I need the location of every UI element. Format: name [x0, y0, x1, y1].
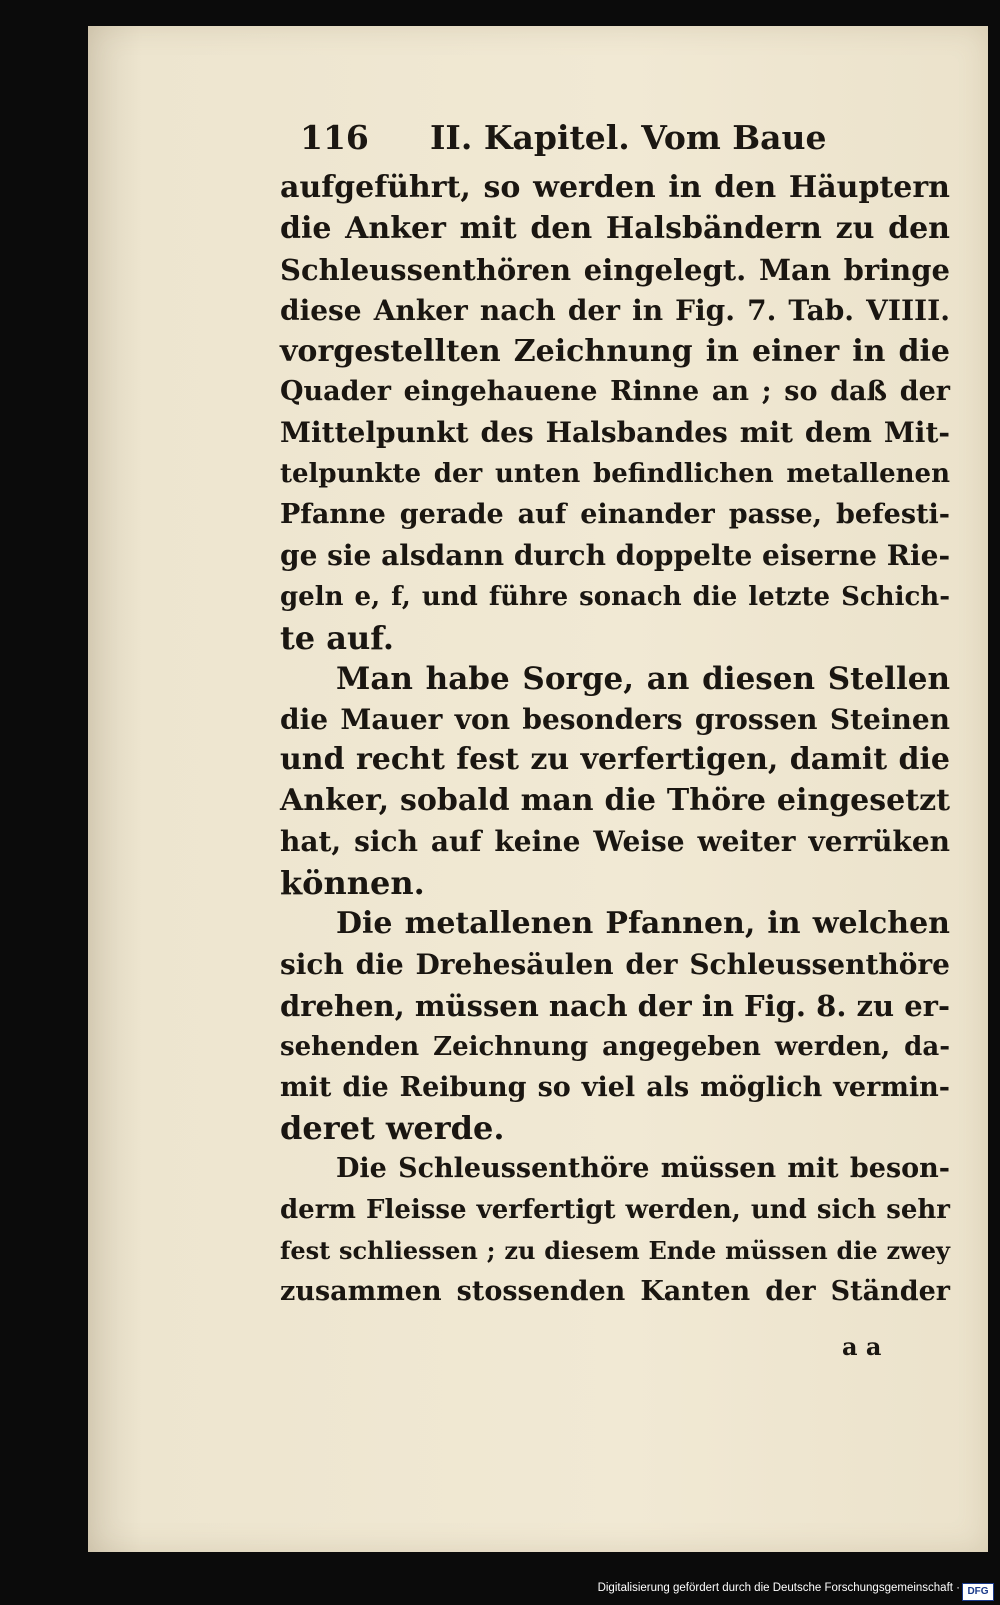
text-line: vorgestellten Zeichnung in einer in die — [280, 333, 950, 369]
paragraph-4 — [280, 1149, 950, 1313]
text-line: sich die Drehesäulen der Schleussenthöre — [280, 947, 950, 981]
text-line: können. — [280, 864, 425, 903]
text-line: mit die Reibung so viel als möglich vermin- — [280, 1071, 950, 1103]
text-line: hat, sich auf keine Weise weiter verrüken — [280, 825, 950, 859]
text-line: te auf. — [280, 618, 395, 657]
running-title: II. Kapitel. Vom Baue — [430, 118, 827, 157]
text-line: geln e, f, und führe sonach die letzte Schich- — [280, 581, 950, 612]
text-line: und recht fest zu verfertigen, damit die — [280, 742, 950, 778]
page-header — [300, 118, 827, 158]
digitization-footer — [0, 1580, 1000, 1605]
paragraph-2 — [280, 659, 950, 904]
paragraph-3 — [280, 904, 950, 1149]
signature-mark: a a — [842, 1332, 882, 1361]
text-line: diese Anker nach der in Fig. 7. Tab. VIIII. — [280, 293, 950, 327]
text-line: drehen, müssen nach der in Fig. 8. zu er- — [280, 988, 950, 1023]
text-line: die Mauer von besonders grossen Steinen — [280, 702, 950, 736]
funding-notice: Digitalisierung gefördert durch die Deutsche Forschungsgemeinschaft · — [597, 1582, 960, 1594]
body-text — [280, 168, 950, 1313]
text-line: Mittelpunkt des Halsbandes mit dem Mit- — [280, 416, 950, 450]
text-line: Man habe Sorge, an diesen Stellen — [336, 660, 950, 697]
text-line: aufgeführt, so werden in den Häuptern — [280, 170, 950, 205]
text-line: Quader eingehauene Rinne an ; so daß der — [280, 376, 950, 408]
text-line: die Anker mit den Halsbändern zu den — [280, 210, 950, 246]
page-number: 116 — [300, 118, 369, 157]
text-line: Die Schleussenthöre müssen mit beson- — [336, 1153, 950, 1185]
text-line: Die metallenen Pfannen, in welchen — [336, 906, 950, 942]
text-line: deret werde. — [280, 1109, 505, 1148]
text-line: Schleussenthören eingelegt. Man bringe — [280, 252, 950, 287]
dfg-logo: DFG — [962, 1583, 994, 1601]
text-line: Anker, sobald man die Thöre eingesetzt — [280, 783, 950, 819]
text-line: Pfanne gerade auf einander passe, befesti- — [280, 499, 950, 531]
paragraph-1 — [280, 168, 950, 659]
text-line: sehenden Zeichnung angegeben werden, da- — [280, 1031, 950, 1062]
text-line: ge sie alsdann durch doppelte eiserne Rie- — [280, 539, 951, 573]
text-line: telpunkte der unten befindlichen metallenen — [280, 459, 950, 490]
text-line: zusammen stossenden Kanten der Ständer — [280, 1276, 950, 1308]
text-line: derm Fleisse verfertigt werden, und sich sehr — [280, 1195, 950, 1226]
text-line: fest schliessen ; zu diesem Ende müssen die zwey — [280, 1236, 950, 1266]
